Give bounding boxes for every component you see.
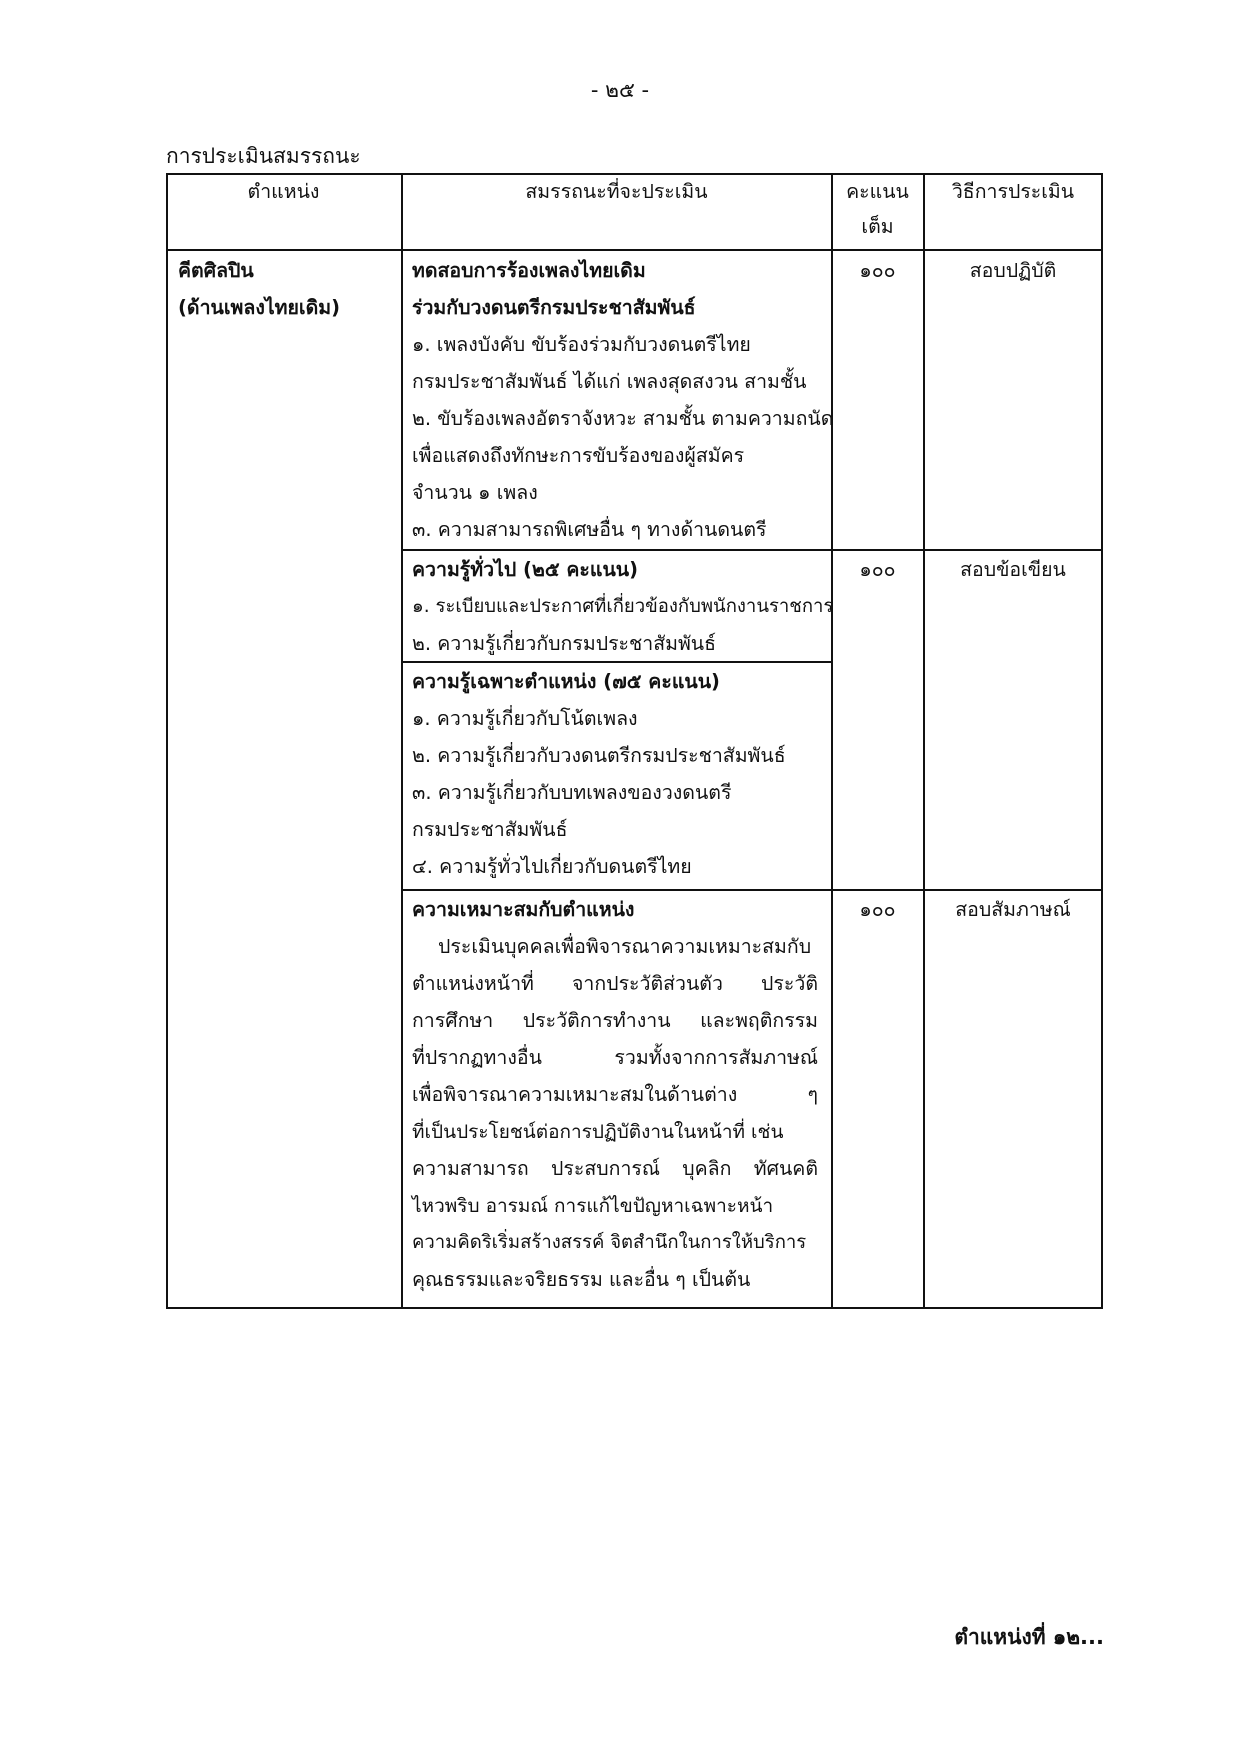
block4-line-8: ไหวพริบ อารมณ์ การแก้ไขปัญหาเฉพาะหน้า bbox=[412, 1195, 774, 1217]
block4-line-4: ที่ปรากฏทางอื่น รวมทั้งจากการสัมภาษณ์ bbox=[412, 1046, 818, 1069]
block1-line-3: ๒. ขับร้องเพลงอัตราจังหวะ สามชั้น ตามความถนัด bbox=[412, 407, 834, 430]
block1-line-4: เพื่อแสดงถึงทักษะการขับร้องของผู้สมัคร bbox=[412, 444, 745, 467]
block4-score: ๑๐๐ bbox=[859, 898, 896, 921]
block4-line-2: ตำแหน่งหน้าที่ จากประวัติส่วนตัว ประวัติ bbox=[412, 972, 818, 995]
block4-title: ความเหมาะสมกับตำแหน่ง bbox=[412, 898, 635, 921]
block4-line-6: ที่เป็นประโยชน์ต่อการปฏิบัติงานในหน้าที่ เช่น bbox=[412, 1121, 784, 1143]
col-divider-1 bbox=[401, 173, 403, 1308]
header-method: วิธีการประเมิน bbox=[951, 180, 1075, 203]
table-border-left bbox=[166, 173, 168, 1308]
block3-line-5: ๔. ความรู้ทั่วไปเกี่ยวกับดนตรีไทย bbox=[412, 855, 692, 878]
block3-line-2: ๒. ความรู้เกี่ยวกับวงดนตรีกรมประชาสัมพันธ์ bbox=[412, 744, 786, 767]
block2-score: ๑๐๐ bbox=[859, 558, 896, 581]
block1-method: สอบปฏิบัติ bbox=[969, 259, 1057, 282]
block3-title: ความรู้เฉพาะตำแหน่ง (๗๕ คะแนน) bbox=[412, 670, 720, 693]
block4-line-1: ประเมินบุคคลเพื่อพิจารณาความเหมาะสมกับ bbox=[438, 935, 812, 958]
block1-title-line-1: ทดสอบการร้องเพลงไทยเดิม bbox=[412, 259, 646, 282]
col-divider-3 bbox=[923, 173, 925, 1308]
block2-line-1: ๑. ระเบียบและประกาศที่เกี่ยวข้องกับพนักงานราชการ bbox=[412, 596, 834, 617]
block2-title: ความรู้ทั่วไป (๒๕ คะแนน) bbox=[412, 558, 639, 581]
block3-line-1: ๑. ความรู้เกี่ยวกับโน้ตเพลง bbox=[412, 707, 638, 730]
block4-line-5: เพื่อพิจารณาความเหมาะสมในด้านต่าง ๆ bbox=[412, 1083, 818, 1106]
next-page-footer: ตำแหน่งที่ ๑๒... bbox=[954, 1625, 1104, 1649]
page-number: - ๒๕ - bbox=[590, 78, 650, 102]
header-position: ตำแหน่ง bbox=[247, 180, 320, 203]
header-competency: สมรรถนะที่จะประเมิน bbox=[525, 180, 708, 203]
block2-line-2: ๒. ความรู้เกี่ยวกับกรมประชาสัมพันธ์ bbox=[412, 632, 717, 655]
table-border-right bbox=[1101, 173, 1103, 1308]
block4-line-7: ความสามารถ ประสบการณ์ บุคลิก ทัศนคติ bbox=[412, 1157, 818, 1180]
block3-line-4: กรมประชาสัมพันธ์ bbox=[412, 818, 568, 841]
block1-line-5: จำนวน ๑ เพลง bbox=[412, 481, 538, 504]
block1-score: ๑๐๐ bbox=[859, 259, 896, 282]
block1-title-line-2: ร่วมกับวงดนตรีกรมประชาสัมพันธ์ bbox=[412, 296, 696, 319]
header-divider bbox=[166, 249, 1103, 251]
block4-line-10: คุณธรรมและจริยธรรม และอื่น ๆ เป็นต้น bbox=[412, 1268, 751, 1291]
col-divider-2 bbox=[831, 173, 833, 1308]
block1-line-2: กรมประชาสัมพันธ์ ได้แก่ เพลงสุดสงวน สามชั้น bbox=[412, 370, 807, 393]
block3-line-3: ๓. ความรู้เกี่ยวกับบทเพลงของวงดนตรี bbox=[412, 781, 732, 804]
block4-line-3: การศึกษา ประวัติการทำงาน และพฤติกรรม bbox=[412, 1009, 818, 1032]
position-line-1: คีตศิลปิน bbox=[178, 259, 254, 282]
block4-line-9: ความคิดริเริ่มสร้างสรรค์ จิตสำนึกในการให้บริการ bbox=[412, 1232, 807, 1253]
position-line-2: (ด้านเพลงไทยเดิม) bbox=[178, 296, 341, 319]
block2-method: สอบข้อเขียน bbox=[960, 558, 1066, 581]
block1-line-1: ๑. เพลงบังคับ ขับร้องร่วมกับวงดนตรีไทย bbox=[412, 333, 751, 356]
block1-line-6: ๓. ความสามารถพิเศษอื่น ๆ ทางด้านดนตรี bbox=[412, 518, 767, 541]
header-score-line2: เต็ม bbox=[861, 215, 894, 238]
competency-table bbox=[166, 173, 1103, 1308]
section-title: การประเมินสมรรถนะ bbox=[166, 144, 361, 168]
table-border-bottom bbox=[166, 1307, 1103, 1309]
header-score-line1: คะแนน bbox=[846, 180, 909, 203]
block4-method: สอบสัมภาษณ์ bbox=[955, 898, 1071, 921]
